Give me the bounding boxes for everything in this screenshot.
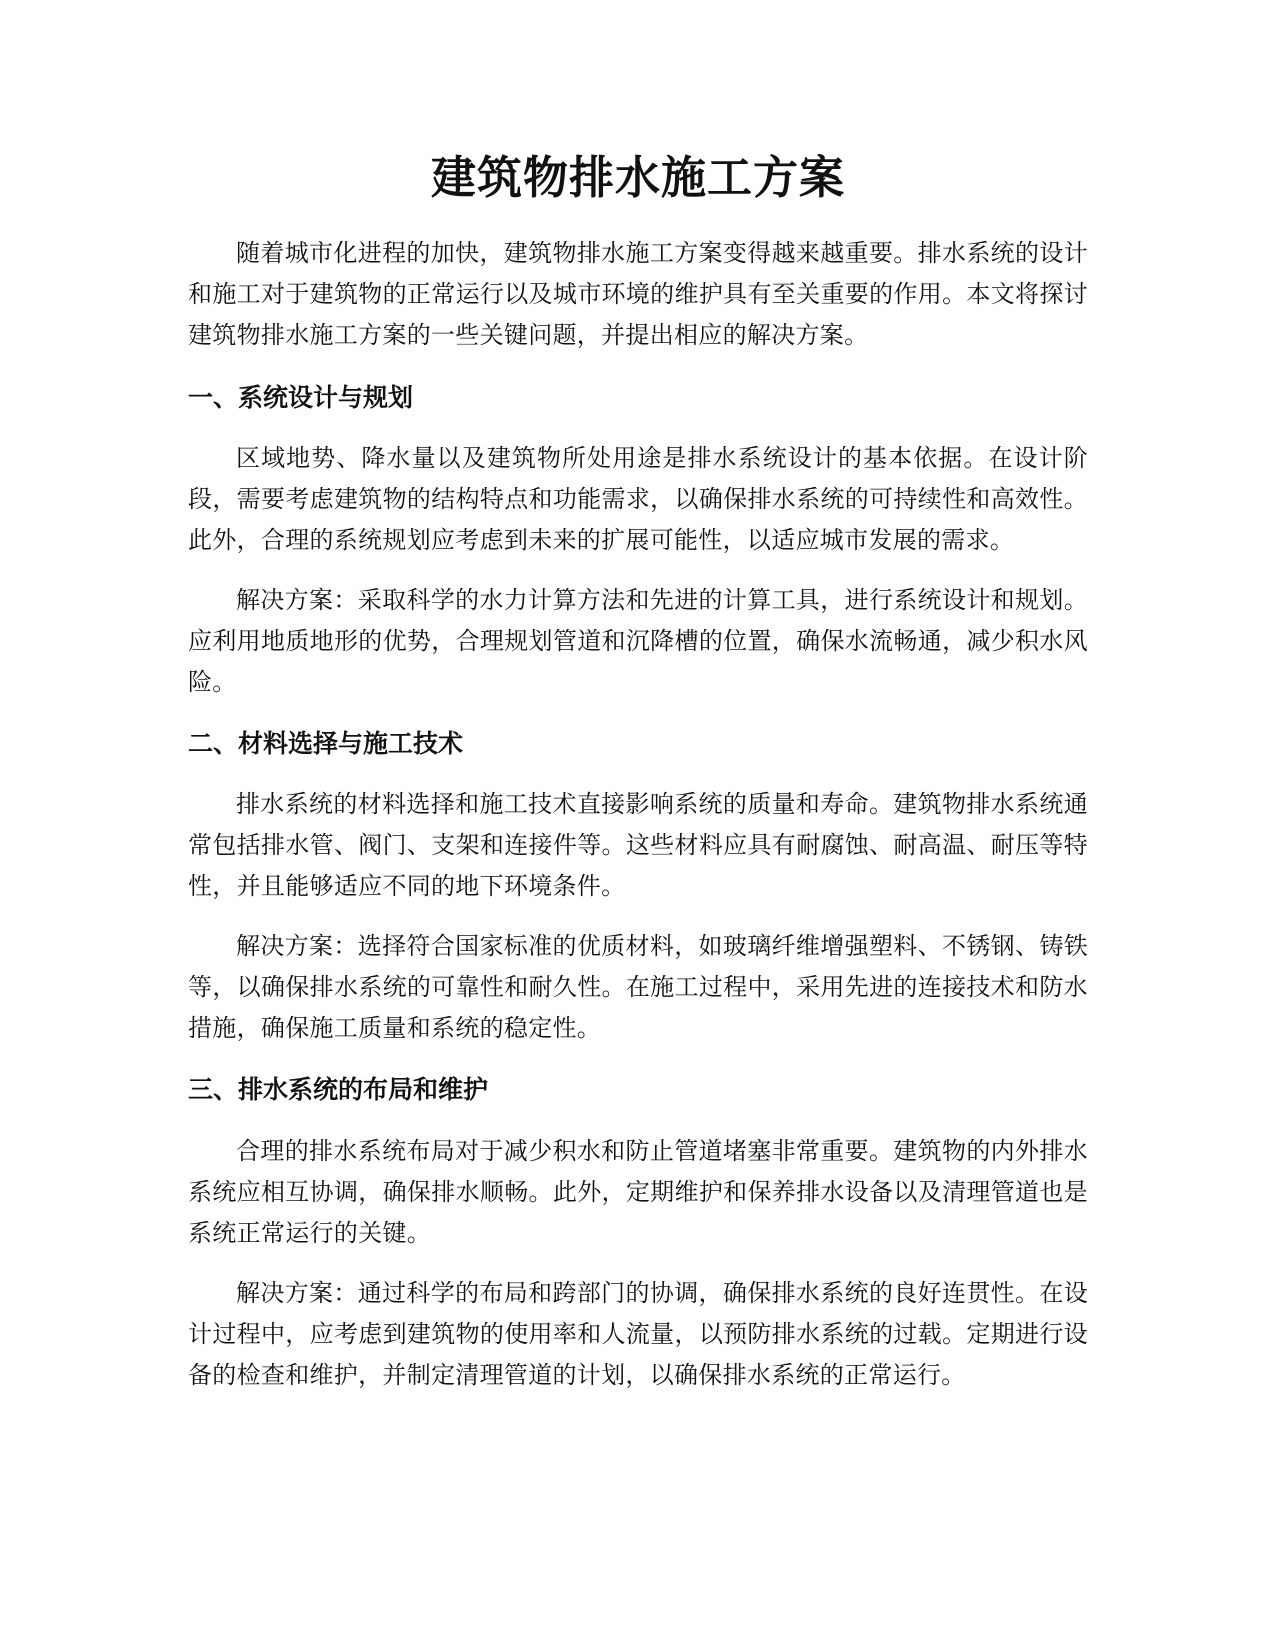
section-2-heading: 二、材料选择与施工技术: [188, 729, 464, 758]
intro-paragraph: 随着城市化进程的加快，建筑物排水施工方案变得越来越重要。排水系统的设计和施工对于建筑物的正常运行以及城市环境的维护具有至关重要的作用。本文将探讨建筑物排水施工方案的一些关键问题，并提出相应的解决方案。: [188, 239, 1088, 349]
section-1-heading: 一、系统设计与规划: [188, 383, 414, 412]
section-2-paragraph-1: 排水系统的材料选择和施工技术直接影响系统的质量和寿命。建筑物排水系统通常包括排水管、阀门、支架和连接件等。这些材料应具有耐腐蚀、耐高温、耐压等特性，并且能够适应不同的地下环境条件。: [188, 790, 1088, 900]
section-2-paragraph-2: 解决方案：选择符合国家标准的优质材料，如玻璃纤维增强塑料、不锈钢、铸铁等，以确保排水系统的可靠性和耐久性。在施工过程中，采用先进的连接技术和防水措施，确保施工质量和系统的稳定性。: [188, 932, 1088, 1042]
section-3-paragraph-2: 解决方案：通过科学的布局和跨部门的协调，确保排水系统的良好连贯性。在设计过程中，应考虑到建筑物的使用率和人流量，以预防排水系统的过载。定期进行设备的检查和维护，并制定清理管道的计划，以确保排水系统的正常运行。: [188, 1279, 1088, 1389]
document-title: 建筑物排水施工方案: [430, 151, 845, 204]
section-3-paragraph-1: 合理的排水系统布局对于减少积水和防止管道堵塞非常重要。建筑物的内外排水系统应相互协调，确保排水顺畅。此外，定期维护和保养排水设备以及清理管道也是系统正常运行的关键。: [188, 1137, 1088, 1247]
section-1-paragraph-2: 解决方案：采取科学的水力计算方法和先进的计算工具，进行系统设计和规划。应利用地质地形的优势，合理规划管道和沉降槽的位置，确保水流畅通，减少积水风险。: [188, 586, 1088, 696]
section-1-paragraph-1: 区域地势、降水量以及建筑物所处用途是排水系统设计的基本依据。在设计阶段，需要考虑建筑物的结构特点和功能需求，以确保排水系统的可持续性和高效性。此外，合理的系统规划应考虑到未来的扩展可能性，以适应城市发展的需求。: [188, 444, 1088, 554]
section-3-heading: 三、排水系统的布局和维护: [188, 1075, 489, 1104]
